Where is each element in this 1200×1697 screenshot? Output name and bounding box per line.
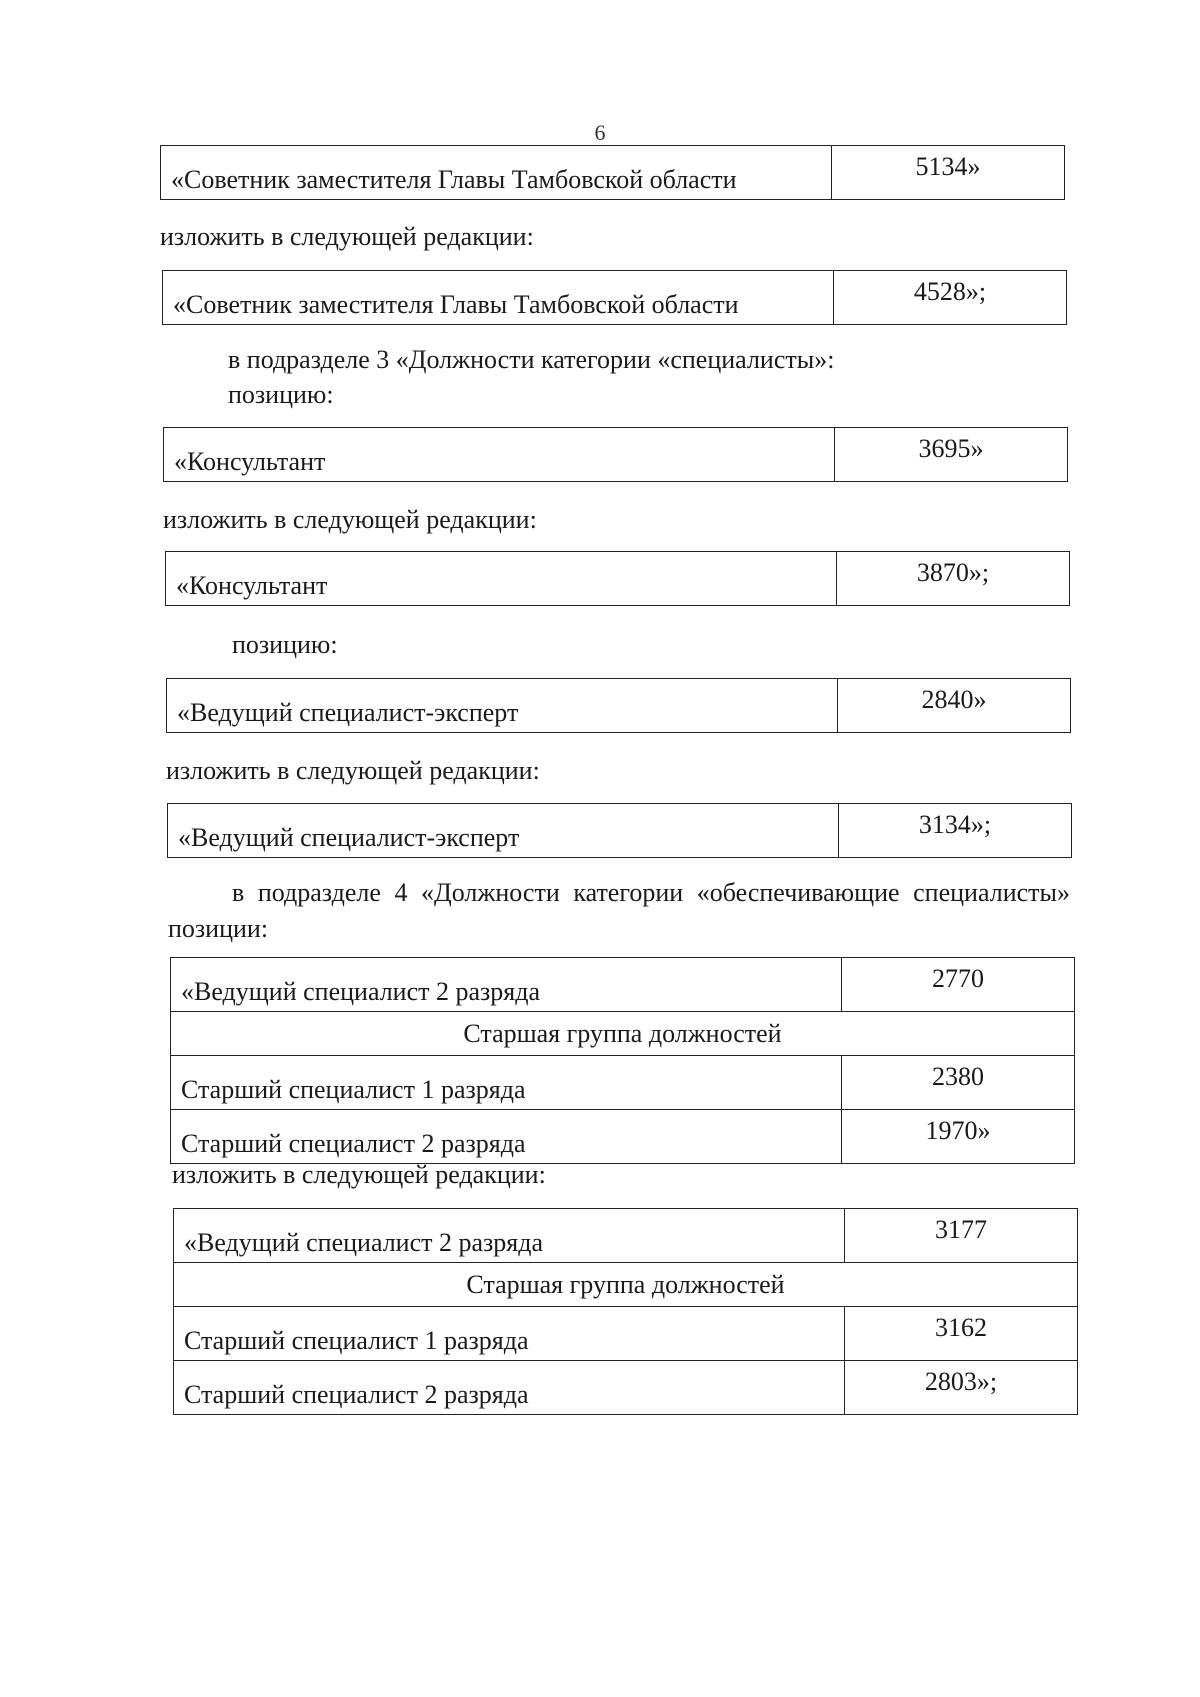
instruction-text: изложить в следующей редакции: (166, 756, 540, 785)
table-row (164, 428, 1068, 482)
table-row (167, 679, 1071, 733)
consultant-new-table (165, 551, 1070, 606)
specialists-old-table (170, 957, 1075, 1164)
salary-value: 1970» (842, 1110, 1075, 1164)
group-header: Старшая группа должностей (171, 1012, 1075, 1056)
lead-expert-new-table (167, 803, 1072, 858)
salary-value: 5134» (832, 146, 1065, 200)
position-name: «Консультант (164, 428, 835, 482)
table-row (171, 958, 1075, 1012)
position-label: позицию: (232, 630, 338, 659)
specialists-new-table (173, 1208, 1078, 1415)
position-label: позиции: (168, 914, 269, 943)
instruction-text: изложить в следующей редакции: (160, 222, 534, 251)
table-row (174, 1307, 1078, 1361)
table-row (163, 271, 1067, 325)
table-row (168, 804, 1072, 858)
position-name: Старший специалист 1 разряда (171, 1056, 842, 1110)
position-name: «Советник заместителя Главы Тамбовской области (161, 146, 832, 200)
position-name: Старший специалист 2 разряда (174, 1361, 845, 1415)
salary-value: 3134»; (839, 804, 1072, 858)
salary-value: 2770 (842, 958, 1075, 1012)
table-row (174, 1209, 1078, 1263)
table-row (161, 146, 1065, 200)
position-name: «Консультант (166, 552, 837, 606)
position-label: позицию: (228, 380, 334, 409)
subsection3-heading: в подразделе 3 «Должности категории «специалисты»: (228, 345, 835, 374)
subsection4-heading: в подразделе 4 «Должности категории «обеспечивающие специалисты» (232, 878, 1070, 907)
salary-value: 3162 (845, 1307, 1078, 1361)
position-name: «Ведущий специалист-эксперт (168, 804, 839, 858)
instruction-text: изложить в следующей редакции: (172, 1160, 546, 1189)
position-name: «Ведущий специалист 2 разряда (174, 1209, 845, 1263)
salary-value: 2380 (842, 1056, 1075, 1110)
salary-value: 4528»; (834, 271, 1067, 325)
table-row (171, 1056, 1075, 1110)
advisor-old-table (160, 145, 1065, 200)
table-row (171, 1012, 1075, 1056)
salary-value: 3177 (845, 1209, 1078, 1263)
salary-value: 3695» (835, 428, 1068, 482)
table-row (174, 1263, 1078, 1307)
consultant-old-table (163, 427, 1068, 482)
position-name: «Ведущий специалист-эксперт (167, 679, 838, 733)
table-row (174, 1361, 1078, 1415)
advisor-new-table (162, 270, 1067, 325)
position-name: Старший специалист 1 разряда (174, 1307, 845, 1361)
instruction-text: изложить в следующей редакции: (163, 505, 537, 534)
table-row (171, 1110, 1075, 1164)
group-header: Старшая группа должностей (174, 1263, 1078, 1307)
position-name: «Советник заместителя Главы Тамбовской области (163, 271, 834, 325)
salary-value: 2803»; (845, 1361, 1078, 1415)
position-name: Старший специалист 2 разряда (171, 1110, 842, 1164)
position-name: «Ведущий специалист 2 разряда (171, 958, 842, 1012)
salary-value: 2840» (838, 679, 1071, 733)
lead-expert-old-table (166, 678, 1071, 733)
table-row (166, 552, 1070, 606)
salary-value: 3870»; (837, 552, 1070, 606)
page-number: 6 (594, 120, 606, 145)
